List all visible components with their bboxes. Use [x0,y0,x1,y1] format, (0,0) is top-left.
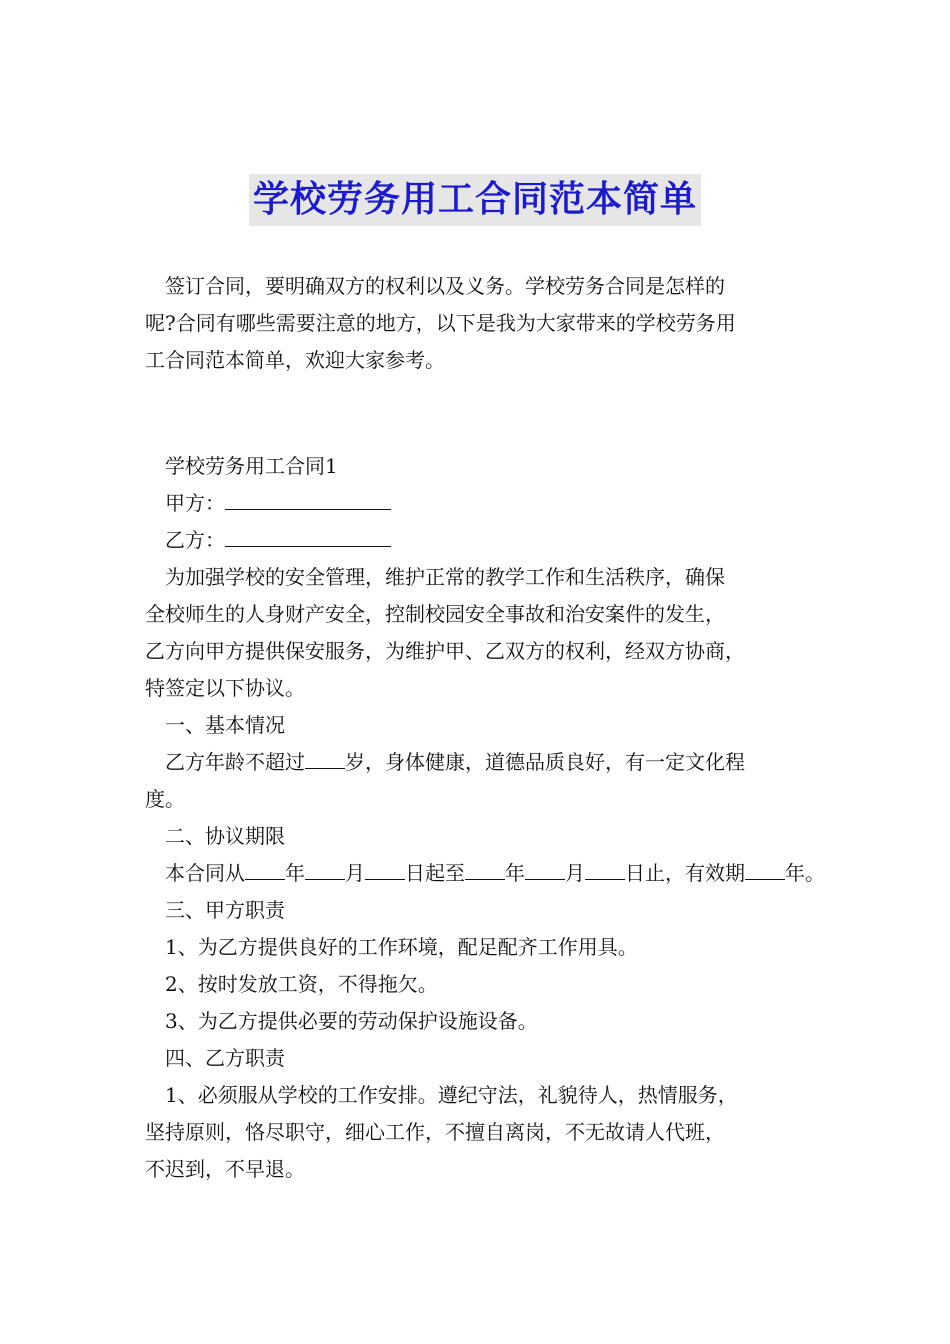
intro-line: 呢?合同有哪些需要注意的地方，以下是我为大家带来的学校劳务用 [145,311,736,335]
purpose-line: 乙方向甲方提供保安服务，为维护甲、乙双方的权利，经双方协商， [145,639,745,663]
duration-blank [745,857,785,880]
age-line-cont: 度。 [145,787,185,811]
text-fragment: 月 [565,861,585,885]
document-title: 学校劳务用工合同范本简单 [249,174,701,226]
duty-line: 坚持原则，恪尽职守，细心工作，不擅自离岗，不无故请人代班， [145,1120,725,1144]
start-year-blank [245,857,285,880]
text-fragment: 日起至 [405,861,465,885]
text-fragment: 本合同从 [165,861,245,885]
purpose-line: 为加强学校的安全管理，维护正常的教学工作和生活秩序，确保 [165,565,725,589]
text-fragment: 年 [505,861,525,885]
purpose-line: 全校师生的人身财产安全，控制校园安全事故和治安案件的发生， [145,602,725,626]
section-heading: 三、甲方职责 [165,898,285,922]
section-heading: 四、乙方职责 [165,1046,285,1070]
start-month-blank [305,857,345,880]
section-heading: 二、协议期限 [165,824,285,848]
end-year-blank [465,857,505,880]
party-b-label: 乙方： [165,528,225,552]
list-item: 3、为乙方提供必要的劳动保护设施设备。 [165,1009,538,1033]
list-item: 1、为乙方提供良好的工作环境，配足配齐工作用具。 [165,935,638,959]
term-line [145,855,835,892]
party-a-line [145,485,835,522]
duty-line: 不迟到，不早退。 [145,1157,305,1181]
purpose-line: 特签定以下协议。 [145,676,305,700]
intro-paragraph [145,268,835,379]
party-a-blank [225,487,391,510]
age-blank [305,746,345,769]
duty-line: 1、必须服从学校的工作安排。遵纪守法，礼貌待人，热情服务， [165,1083,738,1107]
contract-heading: 学校劳务用工合同1 [165,454,338,478]
party-b-line [145,522,835,559]
end-day-blank [585,857,625,880]
text-fragment: 年 [285,861,305,885]
text-fragment: 日止，有效期 [625,861,745,885]
text-fragment: 年。 [785,861,825,885]
intro-line: 签订合同，要明确双方的权利以及义务。学校劳务合同是怎样的 [165,274,725,298]
text-fragment: 月 [345,861,365,885]
party-b-blank [225,524,391,547]
text-fragment: 岁，身体健康，道德品质良好，有一定文化程 [345,750,745,774]
end-month-blank [525,857,565,880]
age-line [145,744,835,781]
title-container [0,174,950,226]
party-a-label: 甲方： [165,491,225,515]
contract-body [145,448,835,1188]
intro-line: 工合同范本简单，欢迎大家参考。 [145,348,445,372]
text-fragment: 乙方年龄不超过 [165,750,305,774]
list-item: 2、按时发放工资，不得拖欠。 [165,972,438,996]
start-day-blank [365,857,405,880]
section-heading: 一、基本情况 [165,713,285,737]
